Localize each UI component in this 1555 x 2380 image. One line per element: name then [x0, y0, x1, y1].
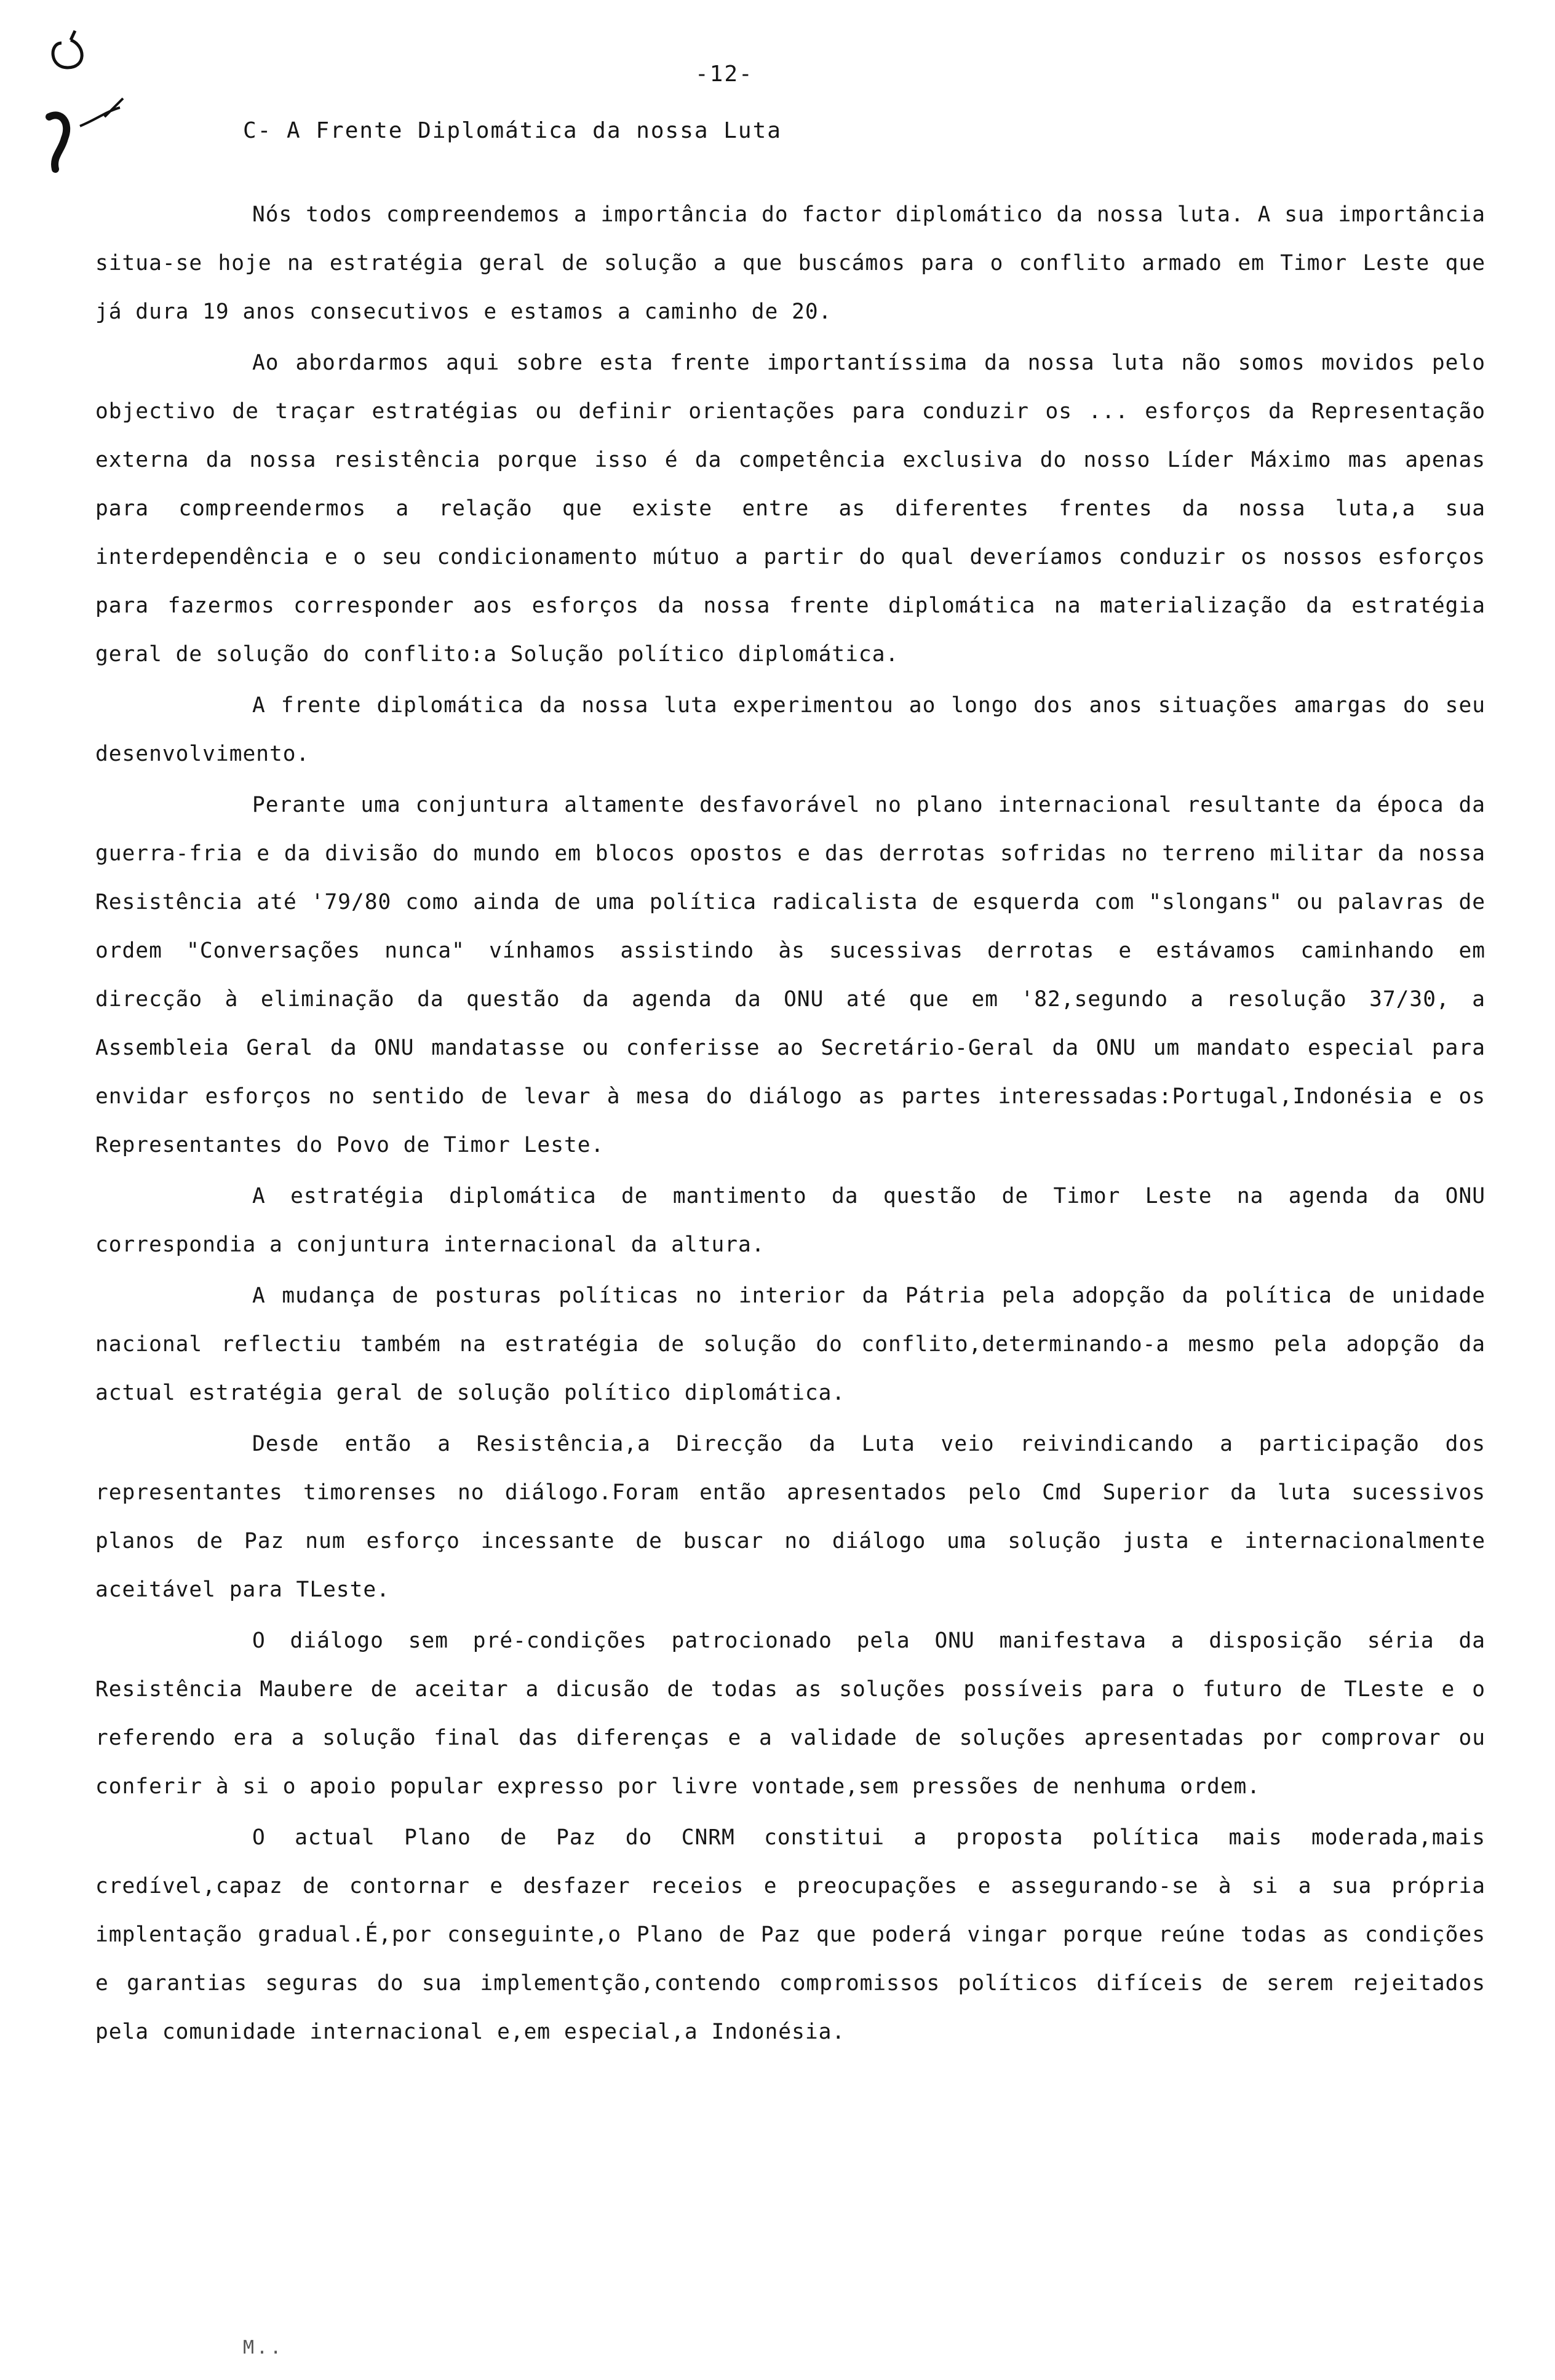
paragraph: O actual Plano de Paz do CNRM constitui a proposta política mais moderada,mais credível,capaz de contornar e desfazer receios e preocupações e assegurando-se à si a sua própria implentação gradual.É,por conseguinte,o Plano de Paz que poderá vingar porque reúne todas as condições e garantias seguras do sua implementção,contendo compromissos políticos difíceis de serem rejeitados pela comunidade internacional e,em especial,a Indonésia. [95, 1825, 1485, 2044]
paragraph: Desde então a Resistência,a Direcção da Luta veio reivindicando a participação dos representantes timorenses no diálogo.Foram então apresentados pelo Cmd Superior da luta sucessivos planos de Paz num esforço incessante de buscar no diálogo uma solução justa e internacionalmente aceitável para TLeste. [95, 1432, 1485, 1602]
paragraph: A estratégia diplomática de mantimento da questão de Timor Leste na agenda da ONU correspondia a conjuntura internacional da altura. [95, 1184, 1485, 1257]
trailing-fragment: M.. [243, 2337, 284, 2358]
body-text [95, 191, 1485, 2059]
paragraph: Ao abordarmos aqui sobre esta frente importantíssima da nossa luta não somos movidos pelo objectivo de traçar estratégias ou definir orientações para conduzir os ... esforços da Representação externa da nossa resistência porque isso é da competência exclusiva do nosso Líder Máximo mas apenas para compreendermos a relação que existe entre as diferentes frentes da nossa luta,a sua interdependência e o seu condicionamento mútuo a partir do qual deveríamos conduzir os nossos esforços para fazermos corresponder aos esforços da nossa frente diplomática na materialização da estratégia geral de solução do conflito:a Solução político diplomática. [95, 351, 1485, 667]
paragraph: A frente diplomática da nossa luta experimentou ao longo dos anos situações amargas do seu desenvolvimento. [95, 693, 1485, 766]
handwritten-corner-marks [37, 18, 160, 178]
page-number: -12- [695, 61, 754, 87]
paragraph: A mudança de posturas políticas no interior da Pátria pela adopção da política de unidade nacional reflectiu também na estratégia de solução do conflito,determinando-a mesmo pela adopção da actual estratégia geral de solução político diplomática. [95, 1283, 1485, 1405]
paragraph: Nós todos compreendemos a importância do factor diplomático da nossa luta. A sua importância situa-se hoje na estratégia geral de solução a que buscámos para o conflito armado em Timor Leste que já dura 19 anos consecutivos e estamos a caminho de 20. [95, 202, 1485, 324]
section-title: C- A Frente Diplomática da nossa Luta [243, 118, 782, 143]
paragraph: O diálogo sem pré-condições patrocionado pela ONU manifestava a disposição séria da Resistência Maubere de aceitar a dicusão de todas as soluções possíveis para o futuro de TLeste e o referendo era a solução final das diferenças e a validade de soluções apresentadas por comprovar ou conferir à si o apoio popular expresso por livre vontade,sem pressões de nenhuma ordem. [95, 1628, 1485, 1799]
paragraph: Perante uma conjuntura altamente desfavorável no plano internacional resultante da época da guerra-fria e da divisão do mundo em blocos opostos e das derrotas sofridas no terreno militar da nossa Resistência até '79/80 como ainda de uma política radicalista de esquerda com "slongans" ou palavras de ordem "Conversações nunca" vínhamos assistindo às sucessivas derrotas e estávamos caminhando em direcção à eliminação da questão da agenda da ONU até que em '82,segundo a resolução 37/30, a Assembleia Geral da ONU mandatasse ou conferisse ao Secretário-Geral da ONU um mandato especial para envidar esforços no sentido de levar à mesa do diálogo as partes interessadas:Portugal,Indonésia e os Representantes do Povo de Timor Leste. [95, 793, 1485, 1157]
